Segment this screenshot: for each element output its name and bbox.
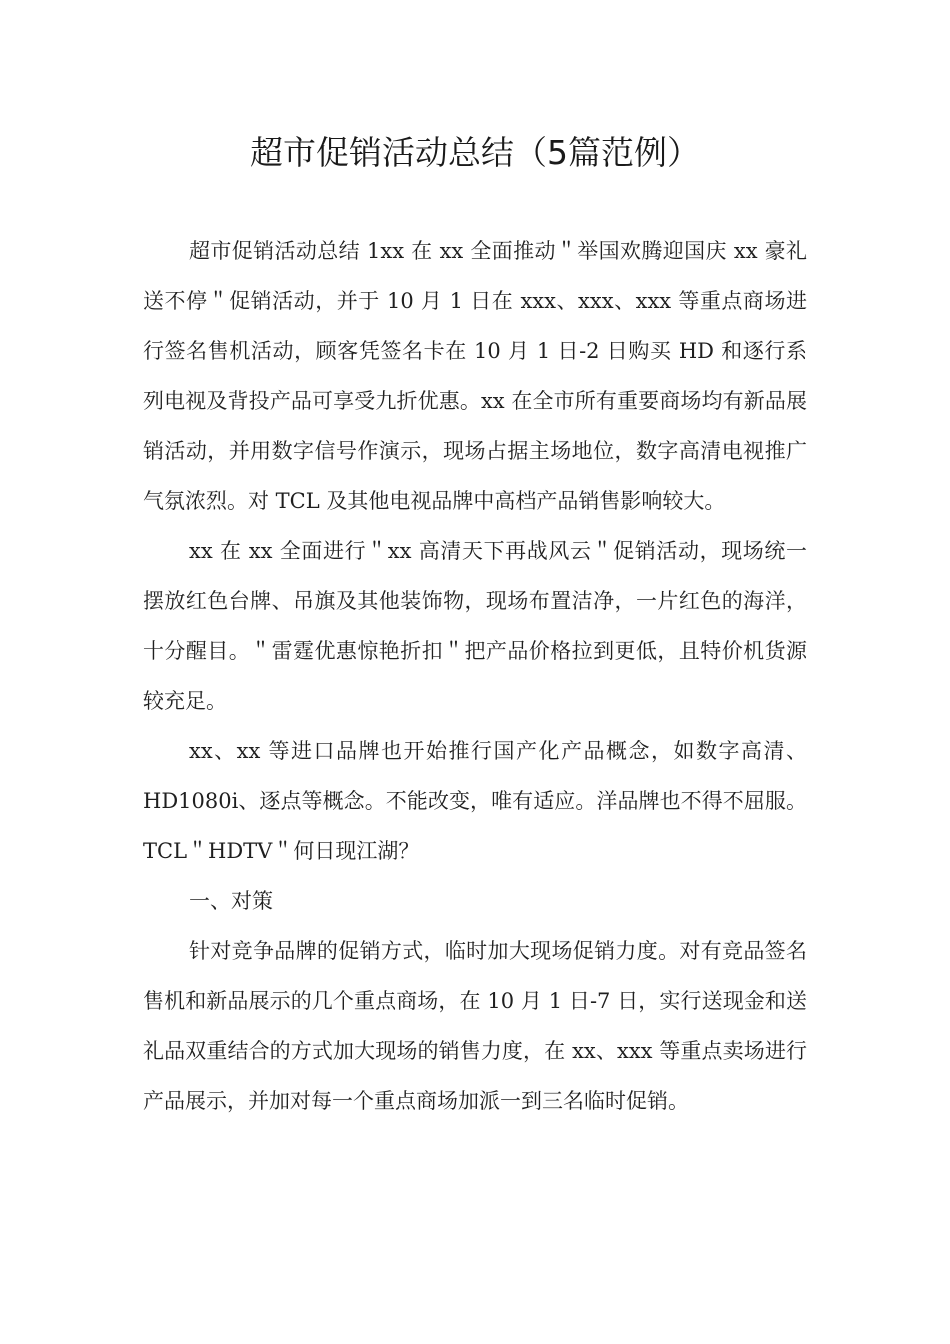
paragraph-1: 超市促销活动总结 1xx 在 xx 全面推动＂举国欢腾迎国庆 xx 豪礼送不停＂促销活动，并于 10 月 1 日在 xxx、xxx、xxx 等重点商场进行签名售机活动，顾客凭签名卡在 10 月 1 日-2 日购买 HD 和逐行系列电视及背投产品可享受九折优惠。xx 在全市所有重要商场均有新品展销活动，并用数字信号作演示，现场占据主场地位，数字高清电视推广气氛浓烈。对 TCL 及其他电视品牌中高档产品销售影响较大。 xyxy=(143,239,807,513)
section-paragraph: 针对竞争品牌的促销方式，临时加大现场促销力度。对有竞品签名售机和新品展示的几个重点商场，在 10 月 1 日-7 日，实行送现金和送礼品双重结合的方式加大现场的销售力度，在 xx、xxx 等重点卖场进行产品展示，并加对每一个重点商场加派一到三名临时促销。 xyxy=(143,939,807,1113)
paragraph-3: xx、xx 等进口品牌也开始推行国产化产品概念，如数字高清、HD1080i、逐点等概念。不能改变，唯有适应。洋品牌也不得不屈服。TCL＂HDTV＂何日现江湖？ xyxy=(143,739,807,863)
paragraph-2: xx 在 xx 全面进行＂xx 高清天下再战风云＂促销活动，现场统一摆放红色台牌、吊旗及其他装饰物，现场布置洁净，一片红色的海洋，十分醒目。＂雷霆优惠惊艳折扣＂把产品价格拉到更低，且特价机货源较充足。 xyxy=(143,539,807,713)
document-title: 超市促销活动总结（5篇范例） xyxy=(250,133,700,172)
document-body xyxy=(143,226,807,1126)
section-heading: 一、对策 xyxy=(189,889,273,913)
